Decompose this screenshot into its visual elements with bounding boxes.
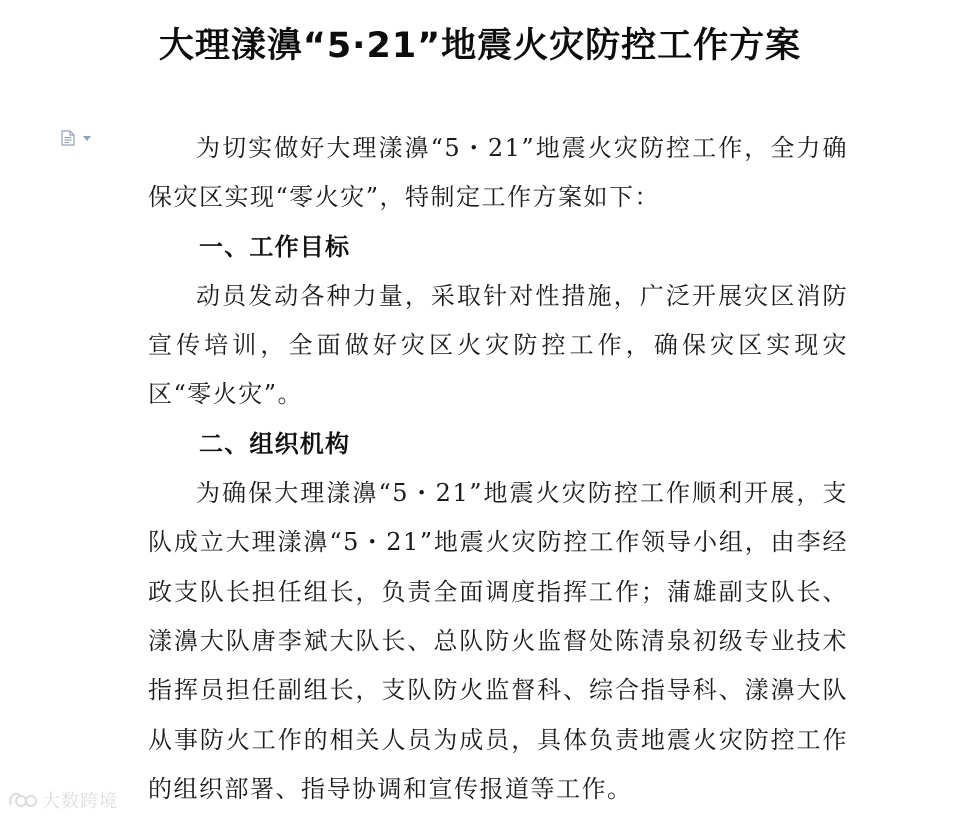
document-title: 大理漾濞“5·21”地震火灾防控工作方案 [158, 26, 802, 66]
paragraph-format-icon [61, 130, 75, 146]
intro-paragraph: 为切实做好大理漾濞“5・21”地震火灾防控工作，全力确保灾区实现“零火灾”，特制定工作方案如下： [148, 134, 848, 212]
watermark [8, 788, 118, 812]
section-paragraph-goals: 动员发动各种力量，采取针对性措施，广泛开展灾区消防宣传培训，全面做好灾区火灾防控工作，确保灾区实现灾区“零火灾”。 [148, 281, 848, 409]
document-body [148, 124, 848, 814]
brand-logo-icon [8, 791, 38, 809]
paragraph-options-button[interactable] [61, 130, 101, 148]
section-heading-goals: 一、工作目标 [199, 232, 351, 261]
section-paragraph-organization: 为确保大理漾濞“5・21”地震火灾防控工作顺利开展，支队成立大理漾濞“5・21”地震火灾防控工作领导小组，由李经政支队长担任组长，负责全面调度指挥工作；蒲雄副支队长、漾濞大队唐李斌大队长、总队防火监督处陈清泉初级专业技术指挥员担任副组长，支队防火监督科、综合指导科、漾濞大队从事防火工作的相关人员为成员，具体负责地震火灾防控工作的组织部署、指导协调和宣传报道等工作。 [148, 479, 848, 803]
section-heading-organization: 二、组织机构 [199, 429, 351, 458]
chevron-down-icon [83, 136, 91, 141]
watermark-text: 大数跨境 [42, 791, 118, 812]
